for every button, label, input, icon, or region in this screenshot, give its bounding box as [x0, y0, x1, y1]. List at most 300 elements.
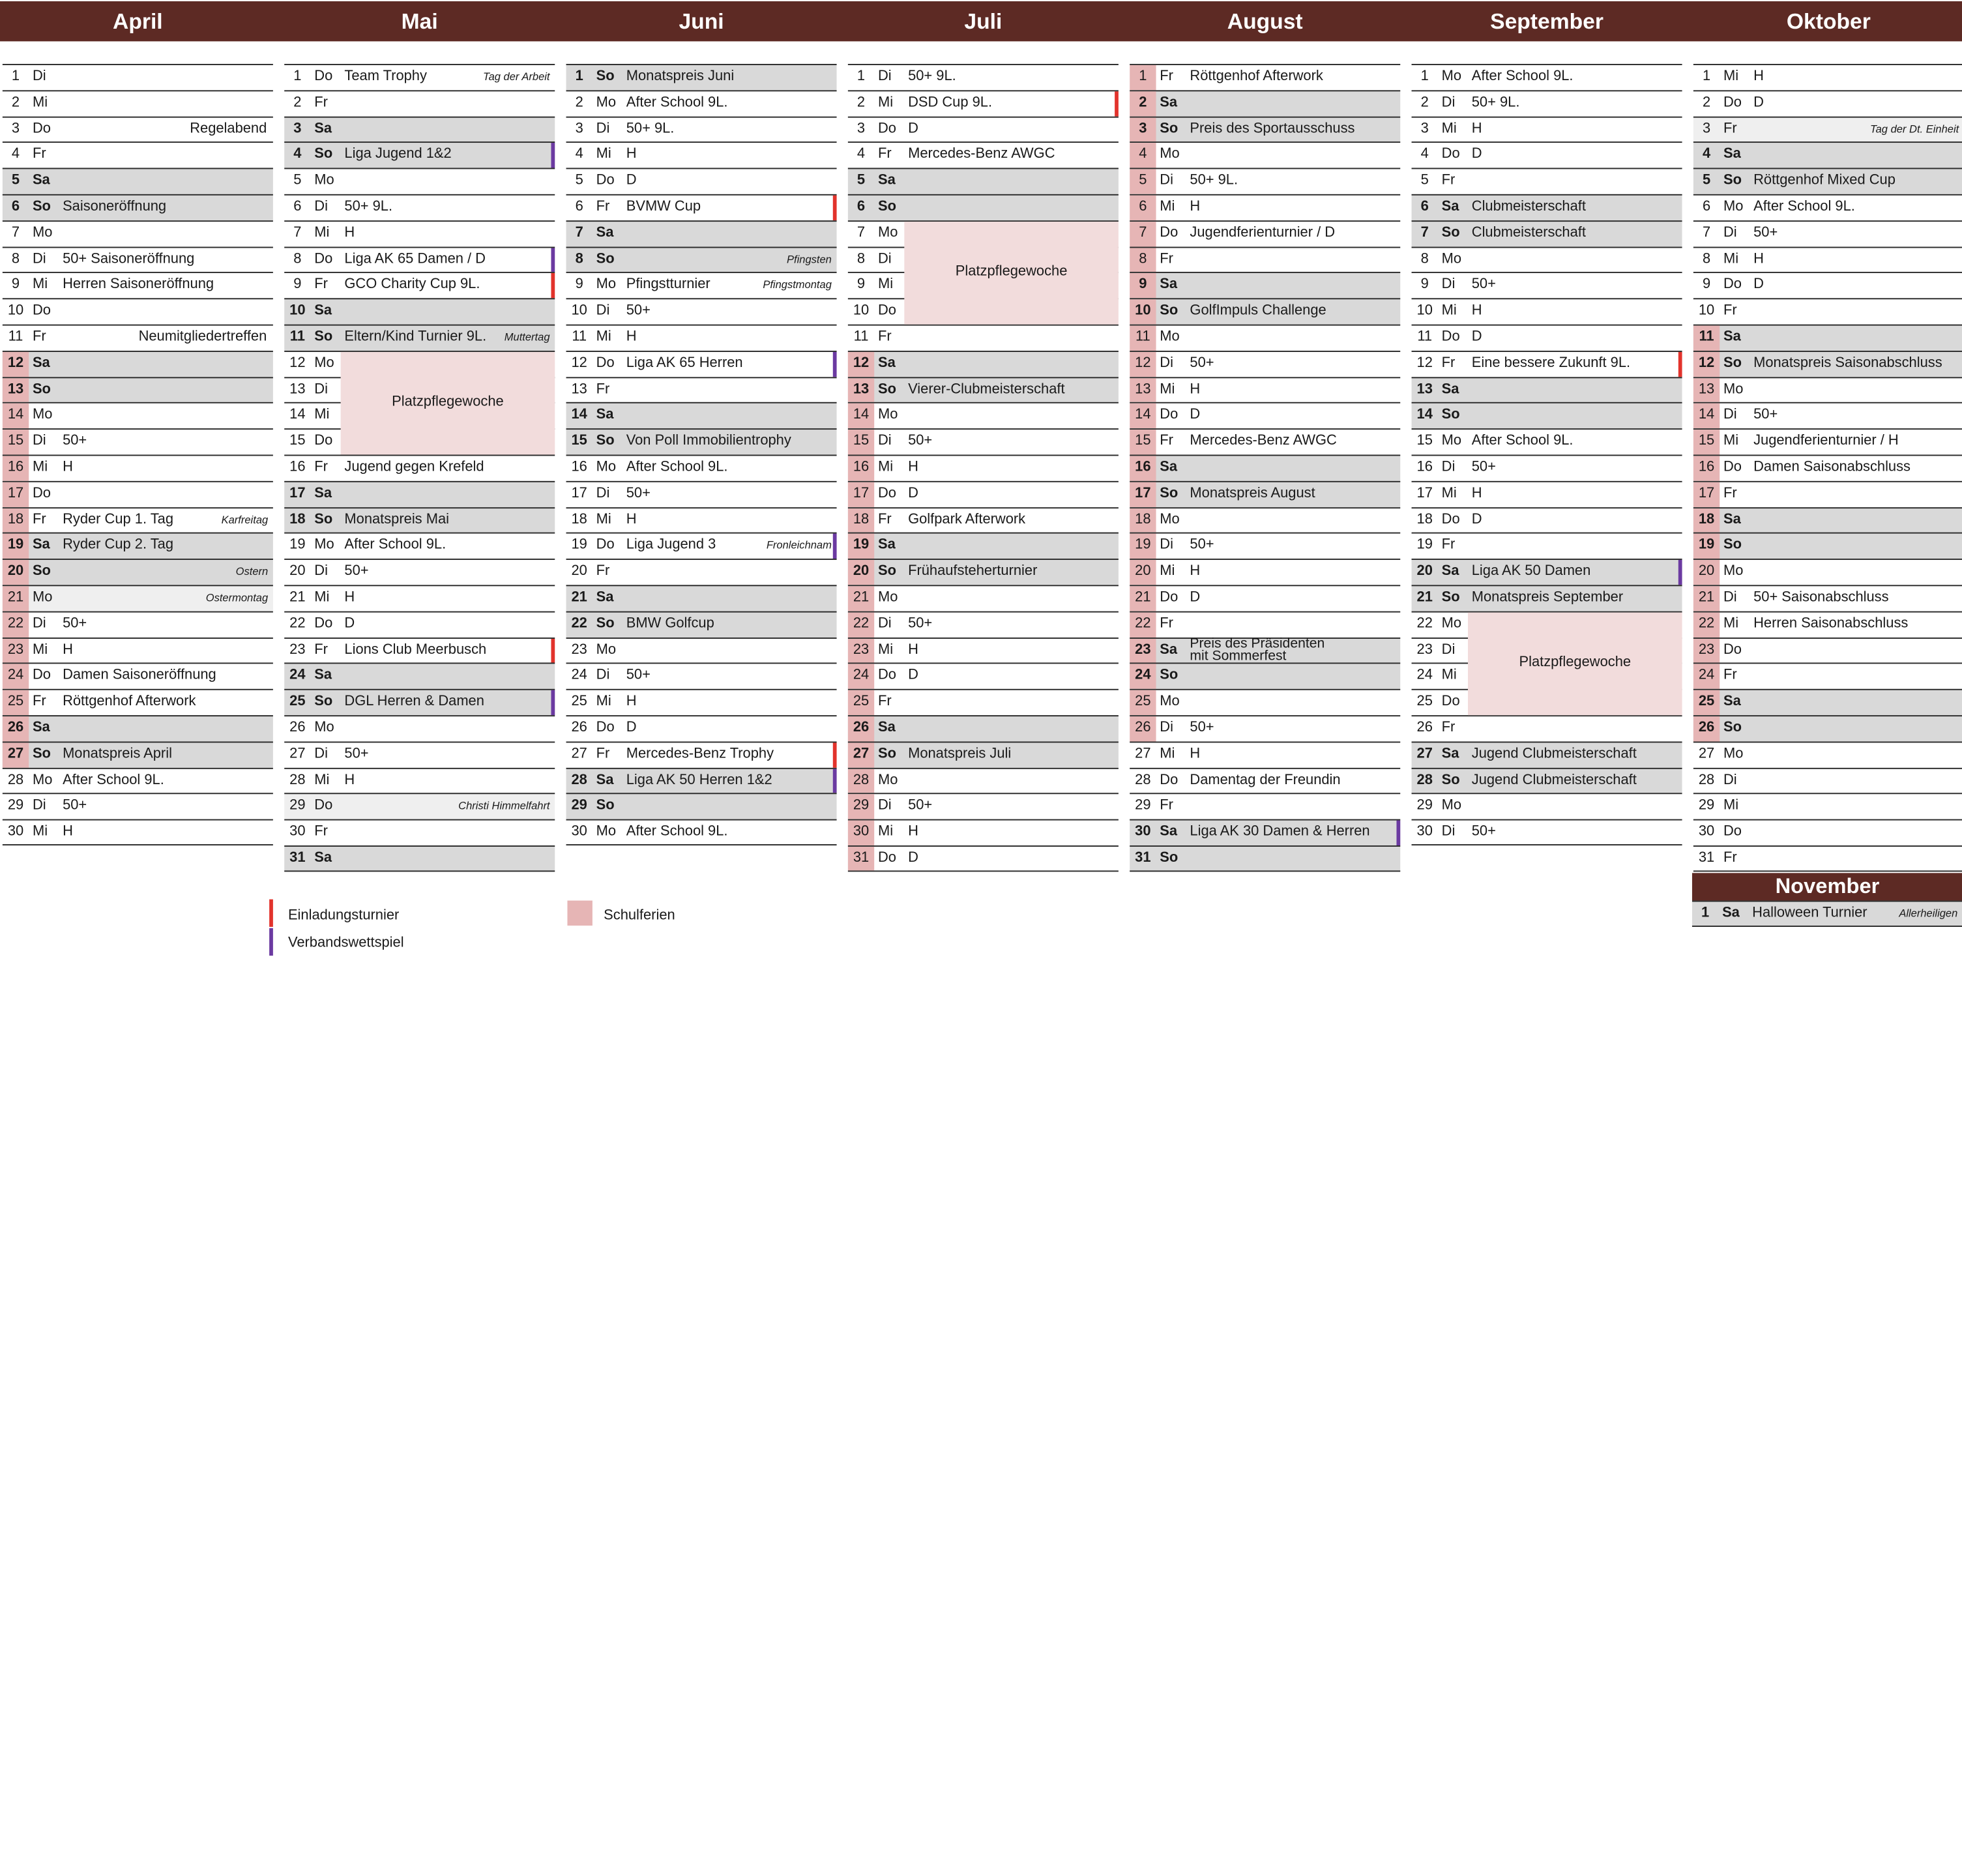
weekday: Di — [32, 68, 46, 84]
day-row — [1412, 377, 1682, 403]
day-row — [1412, 428, 1682, 454]
day-number: 22 — [571, 615, 587, 631]
day-row — [3, 533, 273, 559]
day-number: 25 — [1416, 694, 1433, 709]
day-row — [1130, 559, 1400, 585]
day-row — [1693, 246, 1962, 272]
day-row — [284, 220, 555, 246]
weekday: Do — [1723, 824, 1742, 840]
day-number: 26 — [289, 720, 306, 735]
day-number: 21 — [1693, 586, 1720, 611]
weekday: Di — [32, 433, 46, 449]
day-number: 11 — [853, 329, 869, 345]
weekday: Sa — [877, 173, 896, 188]
weekday: Fr — [1160, 433, 1173, 449]
weekday: So — [596, 251, 615, 267]
weekday: Do — [1441, 329, 1460, 345]
day-number: 12 — [571, 355, 587, 371]
weekday: Mi — [1441, 121, 1457, 136]
weekday: So — [877, 563, 896, 579]
weekday: Mo — [1723, 381, 1744, 397]
weekday: So — [1160, 303, 1179, 319]
weekday: Mo — [1160, 329, 1180, 345]
weekday: Di — [1160, 537, 1173, 553]
month-header-oktober: Oktober — [1786, 8, 1871, 34]
event-label: Pfingstturnier — [626, 277, 710, 293]
weekday: Di — [1723, 225, 1737, 241]
day-number: 1 — [293, 68, 302, 84]
month-header-november: November — [1692, 873, 1962, 900]
month-column-september — [1412, 64, 1682, 845]
day-number: 29 — [571, 798, 587, 813]
day-row — [284, 637, 555, 663]
day-row — [3, 767, 273, 793]
event-label: H — [1753, 251, 1764, 267]
day-number: 23 — [1693, 638, 1720, 663]
weekday: Di — [877, 433, 892, 449]
day-row — [848, 767, 1119, 793]
day-number: 29 — [7, 798, 24, 813]
weekday: Sa — [877, 720, 896, 735]
day-number: 9 — [575, 277, 583, 293]
day-row — [1693, 142, 1962, 168]
day-row — [848, 559, 1119, 585]
day-number: 27 — [1416, 746, 1433, 761]
weekday: Mi — [1160, 746, 1175, 761]
day-number: 21 — [1416, 589, 1433, 605]
event-label: Röttgenhof Afterwork — [1190, 68, 1323, 84]
day-row — [1130, 480, 1400, 506]
day-number: 5 — [575, 173, 583, 188]
weekday: Mo — [596, 460, 617, 475]
day-number: 15 — [848, 430, 874, 454]
weekday: Mo — [1160, 694, 1180, 709]
weekday: Di — [314, 199, 328, 214]
event-label: Team Trophy — [344, 68, 427, 84]
day-number: 16 — [848, 456, 874, 480]
day-row — [848, 194, 1119, 220]
day-number: 9 — [1702, 277, 1711, 293]
day-row — [566, 741, 837, 767]
day-row — [284, 299, 555, 325]
weekday: So — [314, 147, 333, 162]
weekday: Di — [877, 251, 892, 267]
weekday: Fr — [1441, 537, 1456, 553]
weekday: Di — [1160, 355, 1173, 371]
month-column-juni — [566, 64, 837, 845]
weekday: Fr — [877, 329, 892, 345]
maintenance-week-label: Platzpflegewoche — [392, 394, 504, 410]
day-number: 11 — [572, 329, 587, 345]
weekday: Fr — [1723, 303, 1737, 319]
weekday: Fr — [1723, 667, 1737, 683]
event-label: Liga AK 65 Damen / D — [344, 251, 486, 267]
weekday: Sa — [1160, 277, 1178, 293]
event-label: Monatspreis Saisonabschluss — [1753, 355, 1942, 371]
day-number: 29 — [1416, 798, 1433, 813]
day-number: 18 — [571, 512, 587, 527]
event-label: H — [1471, 486, 1482, 501]
day-number: 2 — [1420, 95, 1429, 110]
event-label: 50+ — [626, 486, 651, 501]
day-row — [1412, 819, 1682, 845]
event-label: D — [1753, 277, 1764, 293]
day-number: 9 — [11, 277, 20, 293]
day-number: 20 — [571, 563, 587, 579]
day-row — [284, 142, 555, 168]
day-number: 11 — [1130, 326, 1156, 351]
day-row — [566, 325, 837, 351]
day-row — [284, 845, 555, 872]
event-label: H — [908, 641, 918, 657]
weekday: Mi — [1723, 433, 1739, 449]
weekday: Fr — [1160, 798, 1173, 813]
day-row — [848, 142, 1119, 168]
weekday: Di — [596, 303, 610, 319]
weekday: Do — [1160, 225, 1179, 241]
holiday-note: Tag der Arbeit — [483, 70, 550, 83]
day-row — [1130, 402, 1400, 428]
day-number: 18 — [848, 508, 874, 533]
event-label: D — [344, 615, 355, 631]
day-number: 14 — [289, 407, 306, 423]
day-number: 28 — [1135, 772, 1151, 787]
day-row — [1412, 220, 1682, 246]
month-column-mai — [284, 64, 555, 872]
day-number: 20 — [289, 563, 306, 579]
legend-holidays-swatch — [567, 901, 592, 926]
weekday: Sa — [596, 589, 614, 605]
event-label: Monatspreis Juli — [908, 746, 1012, 761]
day-number: 6 — [293, 199, 302, 214]
day-number: 30 — [571, 824, 587, 840]
day-number: 24 — [848, 664, 874, 689]
weekday: Mi — [32, 277, 48, 293]
weekday: Mo — [1723, 199, 1744, 214]
weekday: Do — [32, 667, 51, 683]
day-number: 8 — [1702, 251, 1711, 267]
weekday: So — [32, 563, 51, 579]
weekday: So — [1160, 667, 1179, 683]
day-row — [284, 246, 555, 272]
day-number: 4 — [1130, 143, 1156, 168]
day-number: 1 — [1130, 65, 1156, 90]
weekday: Mi — [32, 641, 48, 657]
day-number: 27 — [3, 742, 29, 767]
day-number: 3 — [575, 121, 583, 136]
day-row — [848, 90, 1119, 116]
event-label: 50+ — [1471, 277, 1496, 293]
weekday: Sa — [32, 720, 50, 735]
event-label: After School 9L. — [626, 824, 728, 840]
day-number: 3 — [11, 121, 20, 136]
day-row — [1412, 168, 1682, 194]
month-header-juli: Juli — [964, 8, 1003, 34]
weekday: Do — [877, 667, 896, 683]
weekday: Di — [32, 251, 46, 267]
event-label: 50+ — [63, 615, 87, 631]
weekday: Sa — [596, 225, 614, 241]
weekday: Do — [1441, 147, 1460, 162]
day-number: 20 — [1416, 563, 1433, 579]
event-label: H — [63, 460, 73, 475]
day-number: 5 — [857, 173, 866, 188]
day-row — [1693, 402, 1962, 428]
day-number: 18 — [1693, 508, 1720, 533]
day-number: 21 — [3, 586, 29, 611]
weekday: Sa — [314, 667, 332, 683]
weekday: Do — [1723, 95, 1742, 110]
weekday: Do — [32, 303, 51, 319]
day-row — [1693, 741, 1962, 767]
day-row — [1693, 637, 1962, 663]
weekday: Do — [877, 850, 896, 866]
day-row — [1693, 585, 1962, 611]
weekday: Mi — [314, 407, 330, 423]
day-number: 27 — [1698, 746, 1715, 761]
event-label: After School 9L. — [626, 460, 728, 475]
day-number: 7 — [1702, 225, 1711, 241]
day-row — [1130, 64, 1400, 90]
event-label: Jugend Clubmeisterschaft — [1471, 746, 1637, 761]
event-label: Monatspreis September — [1471, 589, 1624, 605]
day-number: 28 — [1698, 772, 1715, 787]
day-number: 21 — [1130, 586, 1156, 611]
day-row — [284, 819, 555, 845]
weekday: Sa — [314, 121, 332, 136]
day-number: 10 — [571, 303, 587, 319]
day-number: 1 — [1701, 905, 1710, 921]
event-label: Herren Saisonabschluss — [1753, 615, 1909, 631]
day-number: 28 — [571, 772, 587, 787]
day-number: 4 — [1702, 147, 1711, 162]
weekday: Fr — [1723, 850, 1737, 866]
day-number: 11 — [1693, 326, 1720, 351]
weekday: So — [1723, 173, 1742, 188]
maintenance-week-label: Platzpflegewoche — [1519, 654, 1632, 670]
day-row — [3, 454, 273, 480]
weekday: Mo — [877, 407, 898, 423]
weekday: Sa — [1441, 381, 1459, 397]
event-label: 50+ Saisonabschluss — [1753, 589, 1889, 605]
day-row — [848, 454, 1119, 480]
day-number: 5 — [1702, 173, 1711, 188]
day-row — [3, 220, 273, 246]
day-number: 12 — [1130, 351, 1156, 376]
day-number: 10 — [7, 303, 24, 319]
day-number: 10 — [1416, 303, 1433, 319]
day-row — [1130, 637, 1400, 663]
weekday: Di — [32, 615, 46, 631]
month-column-april — [3, 64, 273, 845]
holiday-note: Ostermontag — [205, 591, 269, 604]
day-number: 19 — [1693, 534, 1720, 559]
event-label: 50+ — [626, 667, 651, 683]
day-row — [566, 246, 837, 272]
day-row — [566, 637, 837, 663]
day-row — [1693, 194, 1962, 220]
day-number: 3 — [1420, 121, 1429, 136]
weekday: Di — [314, 381, 328, 397]
event-label: Jugend gegen Krefeld — [344, 460, 484, 475]
weekday: Fr — [1160, 251, 1173, 267]
association-marker — [1396, 821, 1400, 845]
weekday: Mo — [596, 641, 617, 657]
day-row — [1130, 142, 1400, 168]
weekday: Mi — [596, 512, 611, 527]
event-label: Neumitgliedertreffen — [138, 329, 267, 345]
day-number: 10 — [289, 303, 306, 319]
day-number: 7 — [293, 225, 302, 241]
day-number: 17 — [289, 486, 306, 501]
day-number: 24 — [3, 664, 29, 689]
weekday: Mi — [314, 225, 330, 241]
weekday: Mo — [314, 173, 334, 188]
weekday: So — [1160, 486, 1179, 501]
day-number: 4 — [575, 147, 583, 162]
day-row — [1130, 428, 1400, 454]
day-number: 5 — [293, 173, 302, 188]
day-row — [3, 64, 273, 90]
event-label: H — [1753, 68, 1764, 84]
weekday: Di — [1441, 641, 1456, 657]
day-number: 26 — [1416, 720, 1433, 735]
weekday: Di — [1723, 407, 1737, 423]
day-number: 30 — [1698, 824, 1715, 840]
weekday: Do — [1723, 641, 1742, 657]
event-label: D — [626, 173, 637, 188]
event-label: 50+ — [63, 798, 87, 813]
day-number: 14 — [1416, 407, 1433, 423]
day-row — [1130, 793, 1400, 819]
day-number: 4 — [11, 147, 20, 162]
day-number: 19 — [1416, 537, 1433, 553]
day-row — [3, 506, 273, 533]
event-label: 50+ — [1471, 460, 1496, 475]
weekday: Do — [314, 68, 333, 84]
day-row — [3, 585, 273, 611]
day-row — [1130, 611, 1400, 637]
event-label: Jugend Clubmeisterschaft — [1471, 772, 1637, 787]
event-label: Ryder Cup 1. Tag — [63, 512, 174, 527]
day-row — [3, 637, 273, 663]
day-number: 22 — [3, 612, 29, 637]
day-number: 26 — [1130, 716, 1156, 741]
day-number: 19 — [848, 534, 874, 559]
day-row — [1693, 663, 1962, 689]
weekday: Sa — [314, 486, 332, 501]
day-number: 18 — [1130, 508, 1156, 533]
weekday: Mo — [314, 720, 334, 735]
day-row — [284, 116, 555, 142]
event-label: Mercedes-Benz AWGC — [908, 147, 1055, 162]
day-row — [1412, 194, 1682, 220]
weekday: Di — [32, 798, 46, 813]
event-label: GolfImpuls Challenge — [1190, 303, 1326, 319]
day-row — [566, 402, 837, 428]
day-number: 10 — [853, 303, 870, 319]
day-number: 20 — [3, 560, 29, 585]
weekday: Do — [596, 173, 615, 188]
event-label: Liga AK 50 Damen — [1471, 563, 1591, 579]
day-row — [3, 246, 273, 272]
day-number: 13 — [1130, 377, 1156, 402]
day-number: 6 — [11, 199, 20, 214]
legend-invitation-label: Einladungsturnier — [287, 908, 400, 924]
weekday: Mi — [1723, 798, 1739, 813]
day-row — [1130, 819, 1400, 845]
day-number: 5 — [11, 173, 20, 188]
day-row — [3, 428, 273, 454]
day-number: 26 — [571, 720, 587, 735]
day-row — [566, 585, 837, 611]
weekday: Mo — [877, 589, 898, 605]
event-line-2: mit Sommerfest — [1190, 648, 1287, 664]
day-number: 8 — [293, 251, 302, 267]
weekday: Mo — [32, 225, 53, 241]
event-label: Clubmeisterschaft — [1471, 199, 1586, 214]
day-row — [1130, 454, 1400, 480]
day-number: 15 — [289, 433, 306, 449]
weekday: Mi — [1160, 199, 1175, 214]
weekday: So — [32, 746, 51, 761]
day-number: 8 — [1420, 251, 1429, 267]
association-marker — [833, 351, 837, 376]
day-number: 24 — [1416, 667, 1433, 683]
weekday: Mi — [1160, 563, 1175, 579]
day-number: 21 — [848, 586, 874, 611]
day-number: 3 — [857, 121, 866, 136]
weekday: Do — [314, 433, 333, 449]
weekday: So — [1441, 589, 1460, 605]
weekday: Mi — [877, 460, 894, 475]
weekday: Mi — [1441, 667, 1457, 683]
event-label: 50+ — [1471, 824, 1496, 840]
day-number: 1 — [575, 68, 583, 84]
weekday: Mo — [1160, 512, 1180, 527]
weekday: Do — [1160, 407, 1179, 423]
event-label: Halloween Turnier — [1752, 905, 1867, 921]
day-row — [566, 767, 837, 793]
day-number: 26 — [1693, 716, 1720, 741]
weekday: Fr — [314, 95, 328, 110]
day-number: 11 — [1417, 329, 1433, 345]
day-row — [848, 480, 1119, 506]
day-row — [566, 793, 837, 819]
day-row — [1130, 533, 1400, 559]
day-row — [3, 819, 273, 845]
weekday: Di — [877, 68, 892, 84]
weekday: Do — [314, 251, 333, 267]
day-row — [284, 533, 555, 559]
day-row — [1412, 559, 1682, 585]
day-row — [1130, 194, 1400, 220]
weekday: Mo — [314, 537, 334, 553]
event-label: 50+ — [626, 303, 651, 319]
event-label: Golfpark Afterwork — [908, 512, 1026, 527]
weekday: Mi — [32, 824, 48, 840]
weekday: Mi — [1723, 251, 1739, 267]
month-header-mai: Mai — [401, 8, 438, 34]
day-number: 31 — [1135, 850, 1151, 866]
event-label: Herren Saisoneröffnung — [63, 277, 214, 293]
day-row — [3, 793, 273, 819]
weekday: Sa — [1723, 694, 1741, 709]
day-number: 29 — [289, 798, 306, 813]
weekday: Fr — [32, 329, 46, 345]
day-number: 25 — [1130, 690, 1156, 715]
day-row — [1130, 663, 1400, 689]
